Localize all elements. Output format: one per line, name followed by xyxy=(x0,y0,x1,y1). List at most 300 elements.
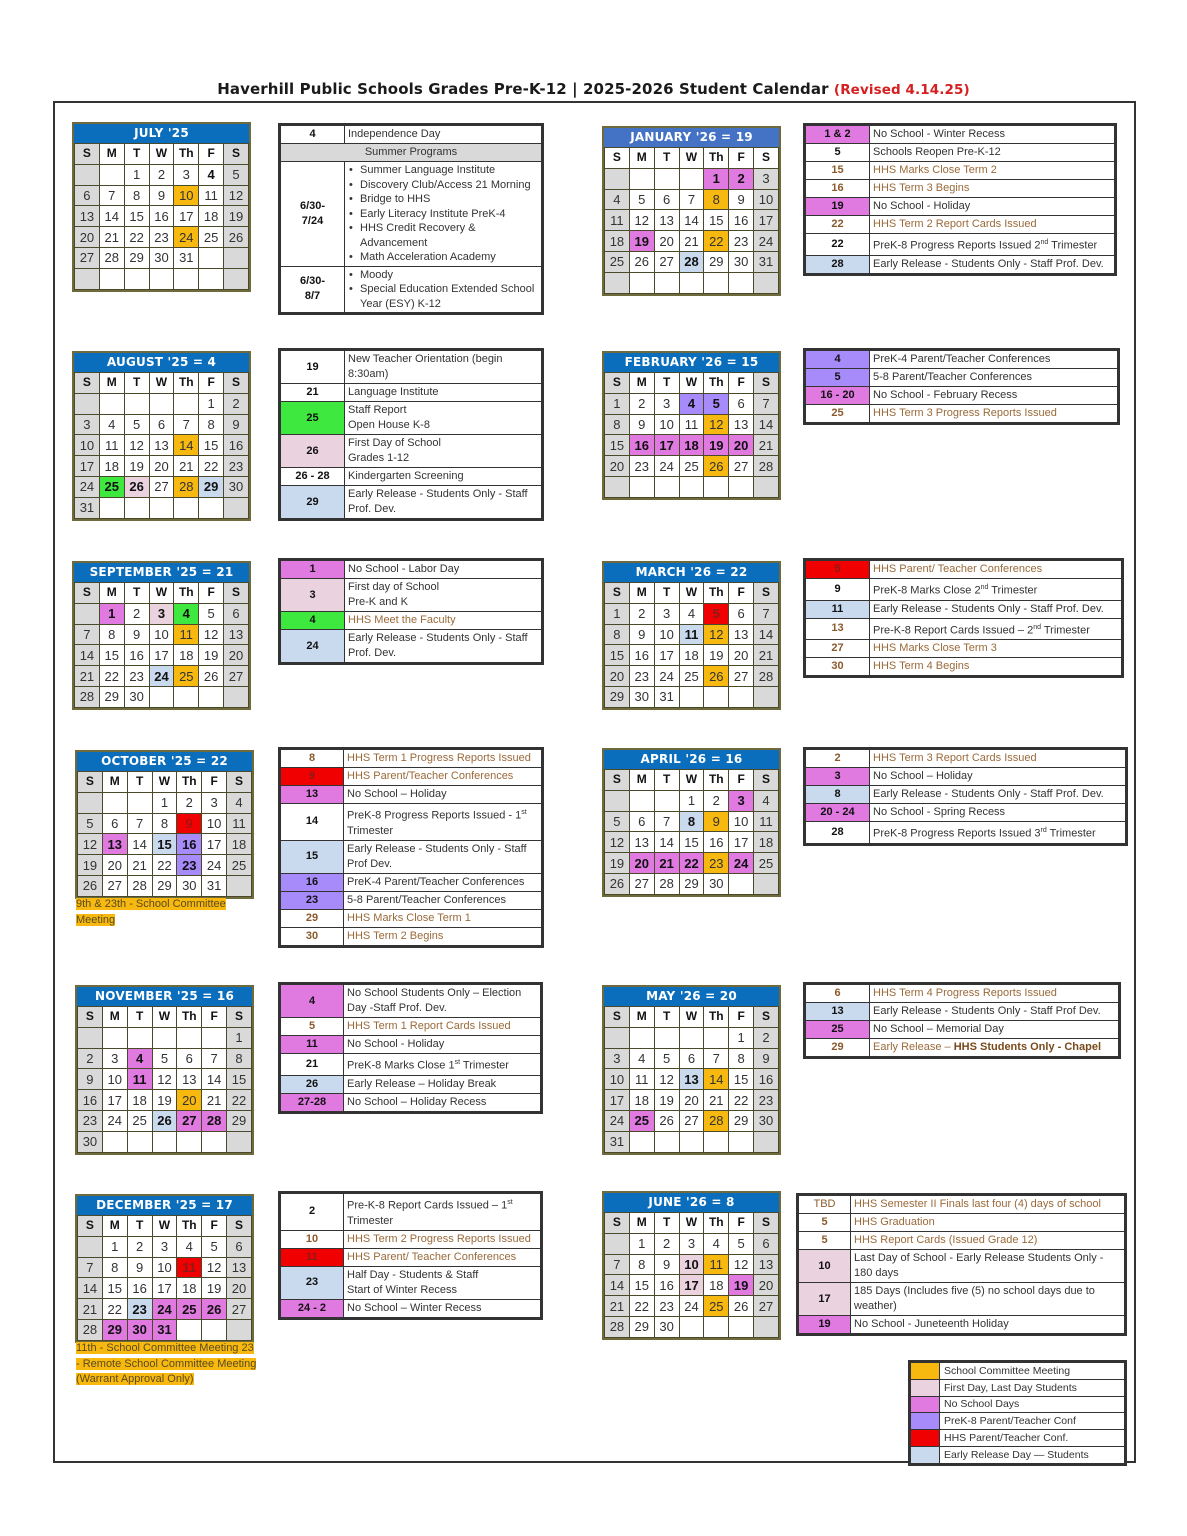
events-table-mar xyxy=(803,558,1124,678)
day-cell: 20 xyxy=(629,853,654,874)
event-row xyxy=(281,750,542,768)
day-cell: 18 xyxy=(704,1275,729,1296)
weekday-label: M xyxy=(99,373,124,394)
day-cell: 15 xyxy=(605,435,630,456)
event-date: 1 & 2 xyxy=(806,126,870,144)
day-cell: 24 xyxy=(75,476,100,497)
weekday-label: Th xyxy=(704,583,729,604)
event-row xyxy=(799,1316,1125,1334)
weekday-label: S xyxy=(227,1216,252,1237)
day-cell: 27 xyxy=(754,1296,779,1317)
weekday-header-row xyxy=(75,373,249,394)
empty-day-cell xyxy=(654,1131,679,1152)
day-cell: 8 xyxy=(227,1048,252,1069)
day-cell: 18 xyxy=(605,231,630,252)
month-title: FEBRUARY '26 = 15 xyxy=(604,353,779,372)
empty-day-cell xyxy=(149,686,174,707)
event-row xyxy=(806,600,1122,618)
day-cell: 30 xyxy=(754,1110,779,1131)
month-title: SEPTEMBER '25 = 21 xyxy=(74,563,249,582)
weekday-label: T xyxy=(124,583,149,604)
week-row xyxy=(78,855,252,876)
day-cell: 18 xyxy=(177,1278,202,1299)
event-date: 24 xyxy=(281,630,345,663)
day-cell: 20 xyxy=(177,1090,202,1111)
event-description: HHS Term 2 Begins xyxy=(344,927,542,945)
event-row xyxy=(806,387,1118,405)
day-cell: 5 xyxy=(704,393,729,414)
empty-day-cell xyxy=(679,686,704,707)
legend-label: PreK-8 Parent/Teacher Conf xyxy=(940,1413,1125,1430)
day-cell: 8 xyxy=(124,185,149,206)
event-description: HHS Semester II Finals last four (4) days of school xyxy=(851,1196,1125,1214)
day-cell: 20 xyxy=(75,227,100,248)
event-date: 19 xyxy=(799,1316,851,1334)
day-cell: 28 xyxy=(654,873,679,894)
day-cell: 8 xyxy=(679,811,704,832)
day-cell: 2 xyxy=(629,393,654,414)
day-cell: 27 xyxy=(227,1299,252,1320)
weekday-label: F xyxy=(729,583,754,604)
day-cell: 30 xyxy=(124,686,149,707)
event-date: 17 xyxy=(799,1283,851,1316)
event-row xyxy=(806,750,1126,768)
week-row xyxy=(605,414,779,435)
month-calendar-apr xyxy=(602,748,781,897)
week-row xyxy=(75,393,249,414)
week-row xyxy=(75,164,249,185)
events-table-sep xyxy=(278,558,544,665)
event-description: First day of School Pre-K and K xyxy=(345,579,542,612)
title-text: Haverhill Public Schools Grades Pre-K-12 | 2025-2026 Student Calendar xyxy=(217,80,829,98)
empty-day-cell xyxy=(605,1027,630,1048)
event-description: PreK-4 Parent/Teacher Conferences xyxy=(344,873,542,891)
weekday-label: T xyxy=(124,373,149,394)
event-description: HHS Marks Close Term 3 xyxy=(870,640,1122,658)
day-cell: 24 xyxy=(679,1296,704,1317)
day-cell: 29 xyxy=(679,873,704,894)
day-cell: 15 xyxy=(199,435,224,456)
day-cell: 19 xyxy=(152,1090,177,1111)
empty-day-cell xyxy=(754,873,779,894)
day-cell: 6 xyxy=(729,603,754,624)
weekday-label: M xyxy=(629,1007,654,1028)
day-cell: 14 xyxy=(754,414,779,435)
day-cell: 2 xyxy=(654,1233,679,1254)
event-date: 1 xyxy=(281,561,345,579)
day-cell: 1 xyxy=(102,1236,127,1257)
day-cell: 25 xyxy=(605,251,630,272)
empty-day-cell xyxy=(75,393,100,414)
day-cell: 10 xyxy=(679,1254,704,1275)
event-date: 19 xyxy=(806,198,870,216)
weekday-label: W xyxy=(152,1216,177,1237)
empty-day-cell xyxy=(102,1027,127,1048)
event-row xyxy=(799,1250,1125,1283)
day-cell: 4 xyxy=(605,189,630,210)
day-cell: 4 xyxy=(754,790,779,811)
day-cell: 30 xyxy=(127,1319,152,1340)
program-item: • Summer Language Institute xyxy=(348,163,538,178)
day-cell: 1 xyxy=(227,1027,252,1048)
day-cell: 17 xyxy=(152,1278,177,1299)
event-description: PreK-8 Marks Close 1st Trimester xyxy=(344,1054,541,1076)
event-description: No School - Labor Day xyxy=(345,561,542,579)
program-item: • Bridge to HHS xyxy=(348,192,538,207)
day-cell: 27 xyxy=(729,666,754,687)
event-description: No School - Winter Recess xyxy=(870,126,1115,144)
event-description: HHS Term 4 Begins xyxy=(870,658,1122,676)
event-date: 16 xyxy=(281,873,344,891)
event-description: No School – Holiday Recess xyxy=(344,1093,541,1111)
day-cell: 10 xyxy=(75,435,100,456)
month-title: DECEMBER '25 = 17 xyxy=(77,1196,252,1215)
page-title xyxy=(0,80,1187,98)
week-row xyxy=(78,1236,252,1257)
day-cell: 20 xyxy=(654,231,679,252)
day-cell: 19 xyxy=(202,1278,227,1299)
program-item: • Discovery Club/Access 21 Morning xyxy=(348,178,538,193)
weekday-label: Th xyxy=(177,1216,202,1237)
weekday-label: T xyxy=(654,1213,679,1234)
event-description: No School Students Only – Election Day -Staff Prof. Dev. xyxy=(344,985,541,1018)
event-description: Schools Reopen Pre-K-12 xyxy=(870,144,1115,162)
event-row xyxy=(806,1021,1119,1039)
event-date: 22 xyxy=(806,234,870,256)
day-cell: 13 xyxy=(102,834,127,855)
event-row xyxy=(806,234,1115,256)
day-cell: 29 xyxy=(227,1110,252,1131)
event-description: Early Release - Students Only - Staff Prof. Dev. xyxy=(345,486,542,519)
month-calendar-jun xyxy=(602,1191,781,1340)
day-cell: 14 xyxy=(202,1069,227,1090)
day-cell: 27 xyxy=(679,1110,704,1131)
weekday-label: Th xyxy=(177,772,202,793)
program-item: • Special Education Extended School Year (ESY) K-12 xyxy=(348,282,538,311)
day-cell: 30 xyxy=(704,873,729,894)
month-title: NOVEMBER '25 = 16 xyxy=(77,987,252,1006)
day-cell: 14 xyxy=(754,624,779,645)
event-date: 26 xyxy=(281,435,345,468)
day-cell: 10 xyxy=(605,1069,630,1090)
week-row xyxy=(78,1131,252,1152)
day-cell: 11 xyxy=(629,1069,654,1090)
legend-label: HHS Parent/Teacher Conf. xyxy=(940,1430,1125,1447)
event-description: No School - Holiday xyxy=(344,1036,541,1054)
weekday-label: S xyxy=(605,583,630,604)
school-committee-note xyxy=(76,1341,258,1388)
event-date: 11 xyxy=(281,1248,344,1266)
program-item: • HHS Credit Recovery & Advancement xyxy=(348,221,538,250)
event-row xyxy=(281,1093,541,1111)
day-cell: 13 xyxy=(75,206,100,227)
week-row xyxy=(605,832,779,853)
week-row xyxy=(75,624,249,645)
events-table-jul xyxy=(278,123,544,315)
month-title: JANUARY '26 = 19 xyxy=(604,128,779,147)
events-table-dec xyxy=(278,1191,543,1320)
day-cell: 14 xyxy=(654,832,679,853)
day-cell: 28 xyxy=(754,456,779,477)
day-cell: 3 xyxy=(654,393,679,414)
empty-day-cell xyxy=(99,497,124,518)
day-cell: 7 xyxy=(605,1254,630,1275)
empty-day-cell xyxy=(605,168,630,189)
section-label: Summer Programs xyxy=(281,144,542,162)
day-cell: 20 xyxy=(605,456,630,477)
event-description: HHS Parent/ Teacher Conferences xyxy=(344,1248,541,1266)
weekday-header-row xyxy=(78,1007,252,1028)
day-cell: 15 xyxy=(605,645,630,666)
day-cell: 27 xyxy=(729,456,754,477)
event-row xyxy=(806,1039,1119,1057)
day-cell: 22 xyxy=(152,855,177,876)
weekday-label: Th xyxy=(704,1007,729,1028)
day-cell: 27 xyxy=(75,247,100,268)
event-row xyxy=(806,768,1126,786)
day-cell: 27 xyxy=(177,1110,202,1131)
day-cell: 21 xyxy=(78,1299,103,1320)
day-cell: 29 xyxy=(102,1319,127,1340)
event-date: 2 xyxy=(281,1194,344,1231)
event-row xyxy=(281,1248,541,1266)
empty-day-cell xyxy=(127,1027,152,1048)
day-cell: 27 xyxy=(102,875,127,896)
event-row xyxy=(799,1283,1125,1316)
day-cell: 5 xyxy=(78,813,103,834)
weekday-label: F xyxy=(202,1007,227,1028)
day-cell: 3 xyxy=(102,1048,127,1069)
day-cell: 14 xyxy=(127,834,152,855)
month-title: OCTOBER '25 = 22 xyxy=(77,752,252,771)
weekday-label: F xyxy=(202,772,227,793)
event-row xyxy=(281,1054,541,1076)
day-cell: 12 xyxy=(78,834,103,855)
day-cell: 5 xyxy=(202,1236,227,1257)
day-cell: 6 xyxy=(629,811,654,832)
event-section-row xyxy=(281,144,542,162)
event-description: HHS Term 3 Progress Reports Issued xyxy=(870,405,1118,423)
legend-row xyxy=(911,1430,1125,1447)
empty-day-cell xyxy=(629,790,654,811)
event-row xyxy=(281,1036,541,1054)
day-cell: 24 xyxy=(102,1110,127,1131)
empty-day-cell xyxy=(654,1027,679,1048)
weekday-label: W xyxy=(149,373,174,394)
empty-day-cell xyxy=(704,1027,729,1048)
day-cell: 19 xyxy=(124,456,149,477)
weekday-label: W xyxy=(679,1007,704,1028)
event-date: 29 xyxy=(281,909,344,927)
day-cell: 19 xyxy=(199,645,224,666)
day-cell: 20 xyxy=(227,1278,252,1299)
day-cell: 14 xyxy=(679,210,704,231)
event-date: 27 xyxy=(806,640,870,658)
event-date: 8 xyxy=(281,750,344,768)
program-item: • Math Acceleration Academy xyxy=(348,250,538,265)
event-date: 5 xyxy=(281,1018,344,1036)
month-calendar-oct xyxy=(75,750,254,899)
event-row xyxy=(281,561,542,579)
day-cell: 24 xyxy=(174,227,199,248)
event-row xyxy=(281,927,542,945)
day-cell: 17 xyxy=(75,456,100,477)
day-cell: 5 xyxy=(654,1048,679,1069)
day-cell: 26 xyxy=(629,251,654,272)
day-cell: 9 xyxy=(704,811,729,832)
event-row xyxy=(806,144,1115,162)
day-cell: 24 xyxy=(654,456,679,477)
day-cell: 12 xyxy=(654,1069,679,1090)
event-date: 13 xyxy=(806,618,870,640)
event-date: 8 xyxy=(806,786,870,804)
legend-swatch xyxy=(911,1413,940,1430)
day-cell: 18 xyxy=(227,834,252,855)
day-cell: 15 xyxy=(729,1069,754,1090)
weekday-label: S xyxy=(754,770,779,791)
day-cell: 30 xyxy=(729,251,754,272)
week-row xyxy=(605,1233,779,1254)
event-row xyxy=(281,162,542,267)
day-cell: 27 xyxy=(654,251,679,272)
weekday-header-row xyxy=(78,1216,252,1237)
weekday-label: W xyxy=(149,583,174,604)
week-row xyxy=(75,185,249,206)
program-item: • Early Literacy Institute PreK-4 xyxy=(348,207,538,222)
events-table-nov xyxy=(278,982,543,1114)
week-row xyxy=(605,853,779,874)
weekday-label: S xyxy=(605,1007,630,1028)
legend-row xyxy=(911,1379,1125,1396)
day-cell: 9 xyxy=(224,414,249,435)
legend xyxy=(908,1360,1127,1466)
day-cell: 14 xyxy=(174,435,199,456)
day-cell: 5 xyxy=(704,603,729,624)
day-cell: 12 xyxy=(605,832,630,853)
weekday-header-row xyxy=(78,772,252,793)
empty-day-cell xyxy=(729,476,754,497)
day-cell: 9 xyxy=(177,813,202,834)
program-item: • Moody xyxy=(348,268,538,283)
empty-day-cell xyxy=(754,476,779,497)
empty-day-cell xyxy=(704,1316,729,1337)
empty-day-cell xyxy=(152,1131,177,1152)
day-cell: 5 xyxy=(629,189,654,210)
day-cell: 14 xyxy=(704,1069,729,1090)
weekday-label: S xyxy=(75,373,100,394)
empty-day-cell xyxy=(199,686,224,707)
day-cell: 11 xyxy=(99,435,124,456)
day-cell: 21 xyxy=(704,1090,729,1111)
day-cell: 31 xyxy=(605,1131,630,1152)
day-cell: 17 xyxy=(605,1090,630,1111)
month-calendar-mar xyxy=(602,561,781,710)
day-cell: 20 xyxy=(224,645,249,666)
day-cell: 26 xyxy=(704,666,729,687)
event-date: 5 xyxy=(806,144,870,162)
day-cell: 8 xyxy=(605,624,630,645)
day-cell: 1 xyxy=(152,792,177,813)
event-row xyxy=(281,384,542,402)
event-row xyxy=(281,909,542,927)
empty-day-cell xyxy=(102,1131,127,1152)
day-cell: 30 xyxy=(654,1316,679,1337)
day-cell: 8 xyxy=(729,1048,754,1069)
day-cell: 11 xyxy=(127,1069,152,1090)
event-date: 5 xyxy=(799,1232,851,1250)
event-description: HHS Meet the Faculty xyxy=(345,612,542,630)
event-date: 24 - 2 xyxy=(281,1299,344,1317)
day-cell: 28 xyxy=(679,251,704,272)
day-cell: 16 xyxy=(177,834,202,855)
legend-label: Early Release Day — Students xyxy=(940,1446,1125,1463)
week-row xyxy=(75,603,249,624)
weekday-label: F xyxy=(729,148,754,169)
event-description: New Teacher Orientation (begin 8:30am) xyxy=(345,351,542,384)
day-cell: 21 xyxy=(174,456,199,477)
day-cell: 16 xyxy=(654,1275,679,1296)
week-row xyxy=(78,1319,252,1340)
day-cell: 25 xyxy=(679,666,704,687)
month-title: JULY '25 xyxy=(74,124,249,143)
day-cell: 20 xyxy=(754,1275,779,1296)
month-title: MAY '26 = 20 xyxy=(604,987,779,1006)
weekday-label: W xyxy=(679,583,704,604)
day-cell: 24 xyxy=(729,853,754,874)
event-row xyxy=(806,216,1115,234)
weekday-label: S xyxy=(224,144,249,165)
event-description: HHS Parent/ Teacher Conferences xyxy=(870,561,1122,579)
day-cell: 4 xyxy=(704,1233,729,1254)
day-cell: 3 xyxy=(729,790,754,811)
empty-day-cell xyxy=(202,1319,227,1340)
day-cell: 18 xyxy=(99,456,124,477)
weekday-label: T xyxy=(654,1007,679,1028)
week-row xyxy=(75,247,249,268)
event-description: Language Institute xyxy=(345,384,542,402)
week-row xyxy=(78,1027,252,1048)
day-cell: 14 xyxy=(99,206,124,227)
day-cell: 23 xyxy=(78,1110,103,1131)
week-row xyxy=(605,1069,779,1090)
event-row xyxy=(806,822,1126,844)
weekday-label: F xyxy=(729,770,754,791)
day-cell: 4 xyxy=(199,164,224,185)
empty-day-cell xyxy=(704,1131,729,1152)
empty-day-cell xyxy=(99,393,124,414)
events-table-jan xyxy=(803,123,1117,276)
day-cell: 28 xyxy=(78,1319,103,1340)
empty-day-cell xyxy=(704,476,729,497)
day-cell: 23 xyxy=(629,666,654,687)
day-cell: 12 xyxy=(199,624,224,645)
day-cell: 22 xyxy=(102,1299,127,1320)
day-cell: 16 xyxy=(729,210,754,231)
day-cell: 17 xyxy=(654,435,679,456)
weekday-header-row xyxy=(605,583,779,604)
weekday-label: W xyxy=(152,1007,177,1028)
event-date: 21 xyxy=(281,384,345,402)
day-cell: 9 xyxy=(754,1048,779,1069)
event-date: 10 xyxy=(281,1230,344,1248)
event-date: 11 xyxy=(281,1036,344,1054)
day-cell: 29 xyxy=(605,686,630,707)
day-cell: 31 xyxy=(754,251,779,272)
empty-day-cell xyxy=(149,497,174,518)
day-cell: 11 xyxy=(177,1257,202,1278)
event-description: Early Release - Students Only - Staff Prof. Dev. xyxy=(870,600,1122,618)
weekday-label: T xyxy=(124,144,149,165)
